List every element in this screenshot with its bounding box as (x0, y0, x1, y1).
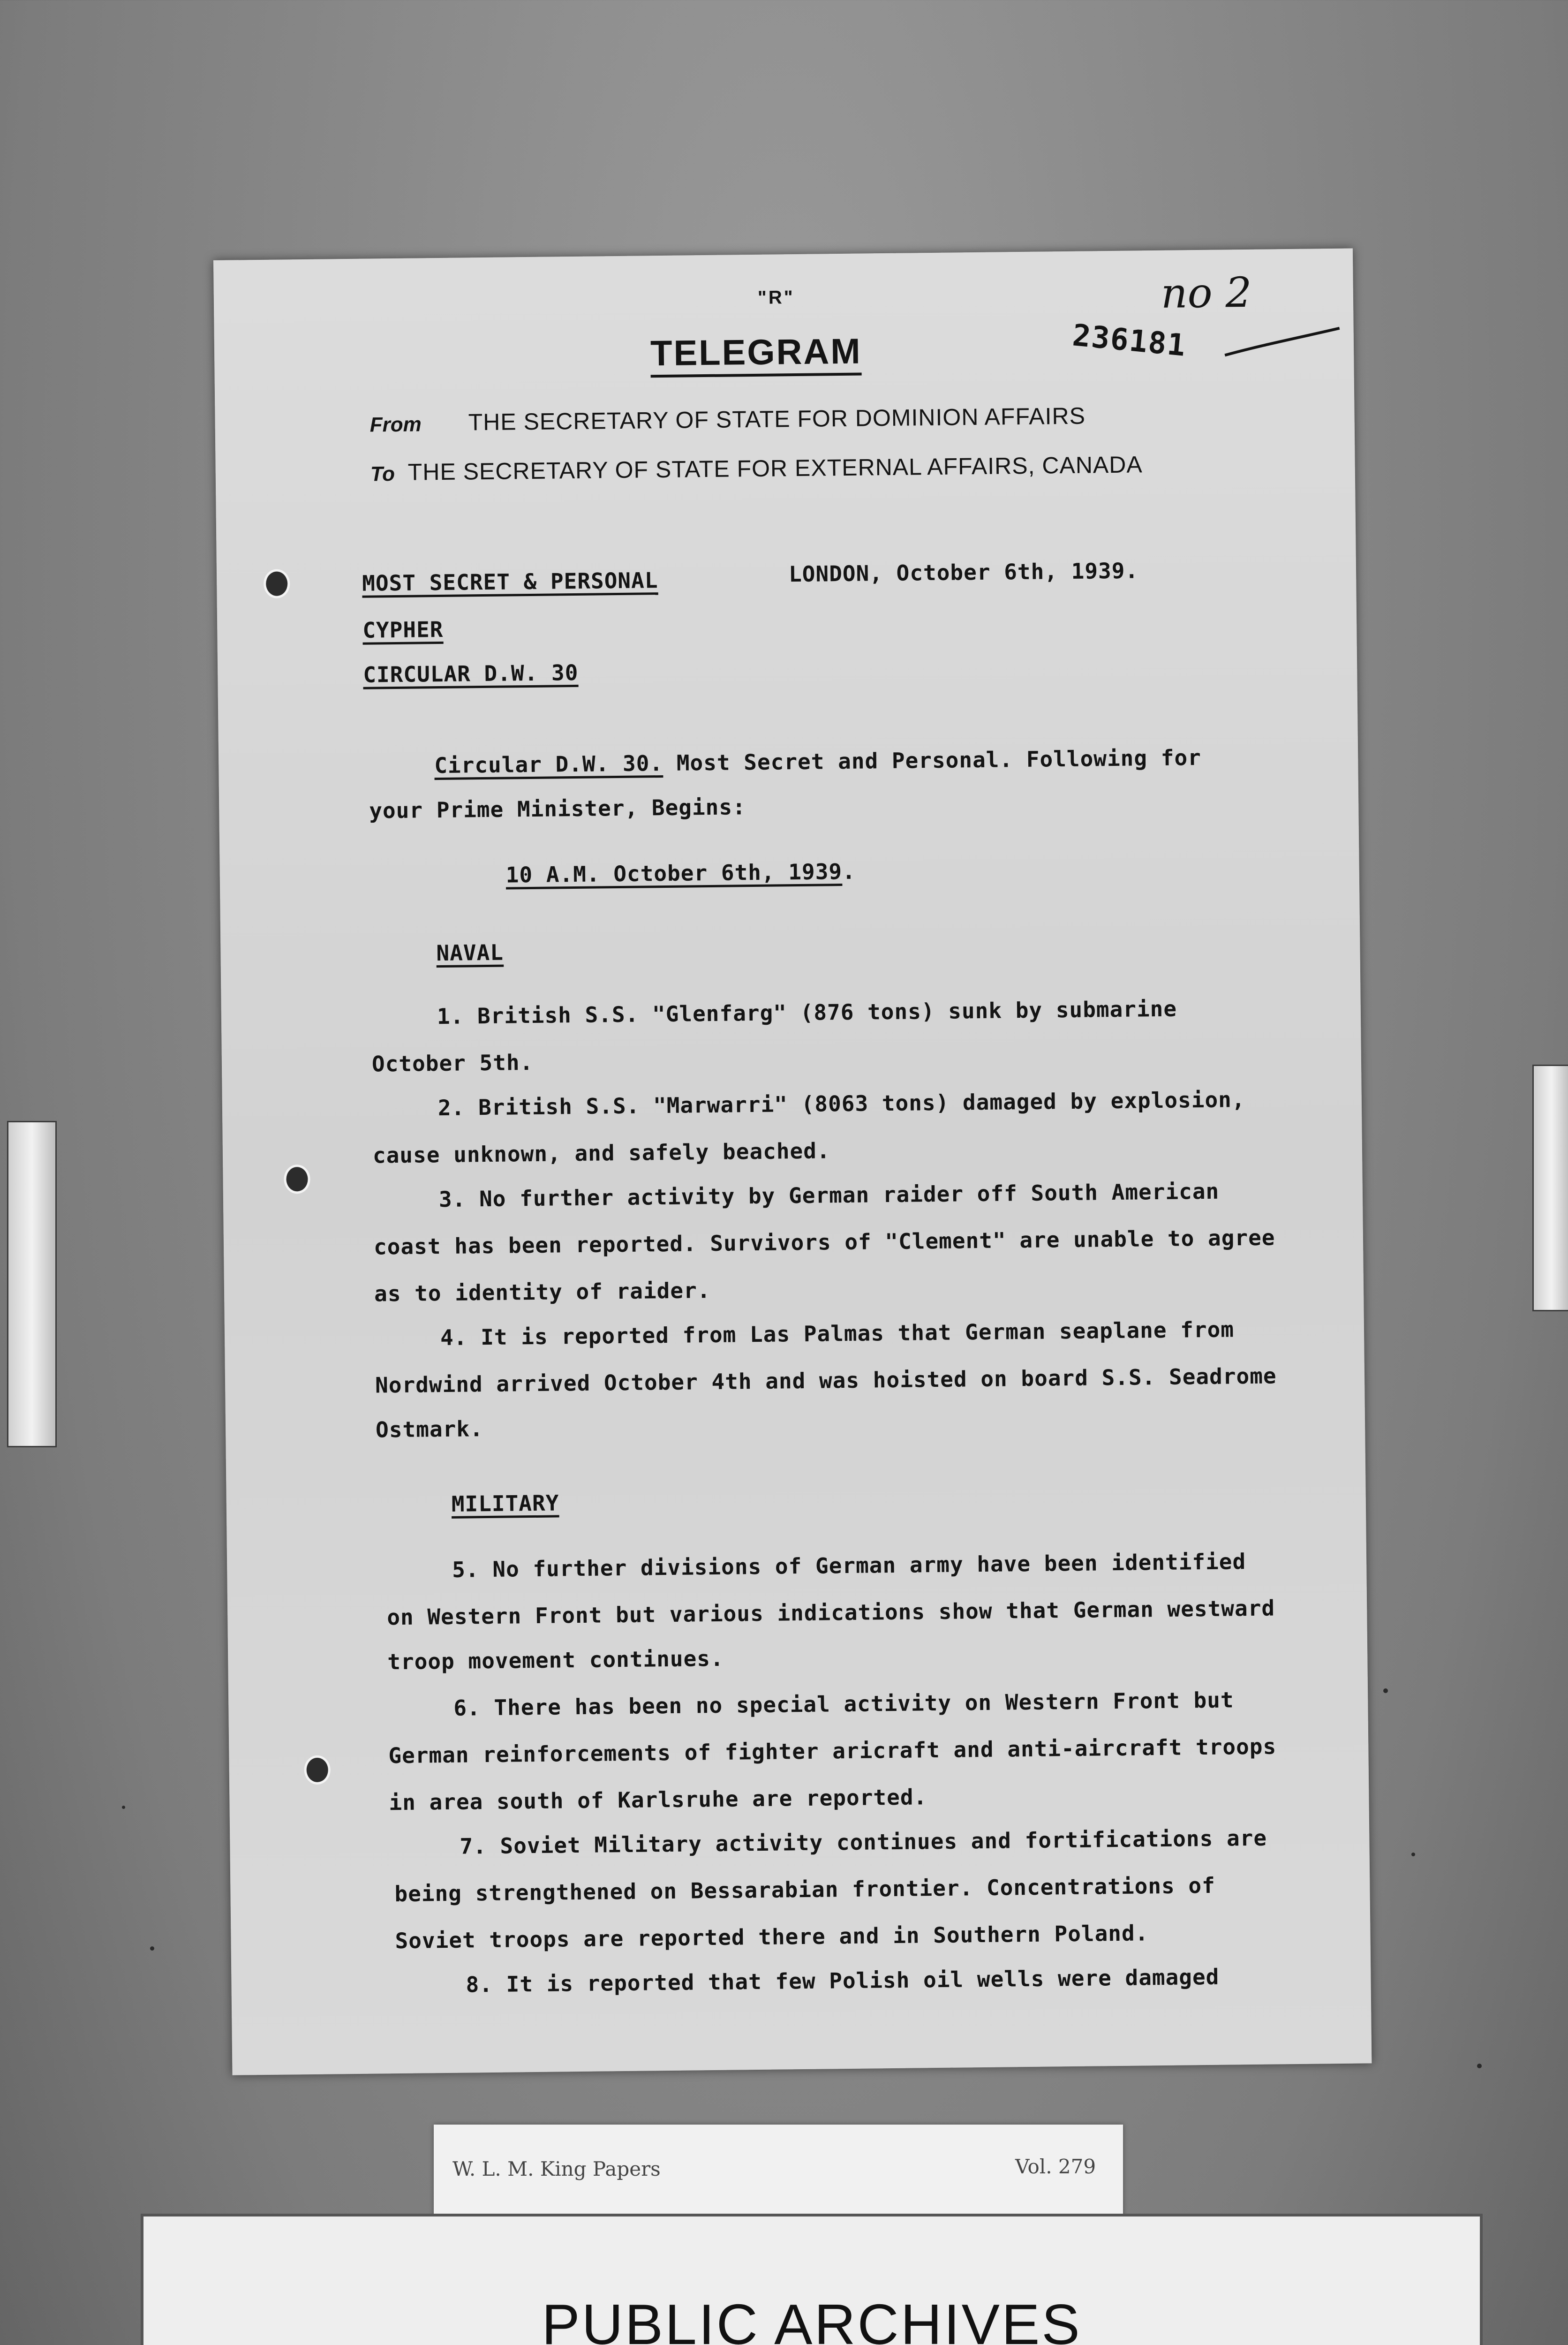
handwritten-underline (1222, 319, 1344, 363)
military-line: on Western Front but various indications show that German westward (387, 1595, 1275, 1630)
public-archives-card (141, 2214, 1483, 2345)
naval-line: as to identity of raider. (374, 1278, 711, 1307)
to-text: THE SECRETARY OF STATE FOR EXTERNAL AFFAIRS, CANADA (407, 451, 1143, 485)
method: CYPHER (362, 616, 444, 643)
military-line: German reinforcements of fighter aricraft and anti-aircraft troops (388, 1733, 1277, 1769)
naval-line: 2. British S.S. "Marwarri" (8063 tons) damaged by explosion, (437, 1087, 1245, 1121)
archives-line-en: PUBLIC ARCHIVES (542, 2292, 1082, 2345)
punch-hole (304, 1755, 331, 1785)
military-line: troop movement continues. (387, 1645, 724, 1675)
military-line: Soviet troops are reported there and in Southern Poland. (395, 1920, 1149, 1954)
military-line: 5. No further divisions of German army have been identified (452, 1549, 1246, 1582)
time-line-end: . (842, 858, 856, 885)
handwritten-note: no 2 (1161, 268, 1252, 318)
naval-line: cause unknown, and safely beached. (372, 1138, 830, 1168)
intro-line-1 (434, 745, 1201, 778)
naval-line: coast has been reported. Survivors of "Clement" are unable to agree (373, 1225, 1275, 1260)
punch-hole (284, 1165, 310, 1194)
naval-line: October 5th. (371, 1049, 534, 1077)
time-line (505, 859, 856, 888)
dust-speck (150, 1946, 154, 1951)
military-line: 6. There has been no special activity on Western Front but (453, 1687, 1234, 1721)
military-line: being strengthened on Bessarabian frontier. Concentrations of (394, 1872, 1216, 1907)
classification: MOST SECRET & PERSONAL (362, 567, 658, 596)
section-military: MILITARY (451, 1490, 559, 1517)
intro-ref: Circular D.W. 30. (434, 750, 663, 779)
dust-speck (122, 1806, 125, 1809)
section-naval: NAVAL (436, 939, 504, 966)
dust-speck (1411, 1853, 1415, 1856)
naval-line: Ostmark. (375, 1416, 483, 1443)
dust-speck (1477, 2064, 1482, 2068)
to-label: To (370, 462, 395, 486)
intro-line-2: your Prime Minister, Begins: (369, 794, 746, 824)
from-label: From (369, 413, 422, 437)
punch-hole (264, 569, 290, 598)
naval-line: 3. No further activity by German raider off South American (438, 1178, 1220, 1212)
dust-speck (1383, 1688, 1388, 1693)
collection-name: W. L. M. King Papers (452, 2157, 661, 2180)
time-line-text: 10 A.M. October 6th, 1939 (505, 859, 843, 888)
telegram-sheet (213, 249, 1372, 2075)
place-date: LONDON, October 6th, 1939. (788, 558, 1139, 587)
from-text: THE SECRETARY OF STATE FOR DOMINION AFFAIRS (468, 402, 1086, 436)
volume-number: Vol. 279 (1015, 2155, 1096, 2178)
naval-line: Nordwind arrived October 4th and was hoisted on board S.S. Seadrome (375, 1363, 1277, 1398)
intro-rest: Most Secret and Personal. Following for (663, 744, 1202, 776)
military-line: 7. Soviet Military activity continues and fortifications are (460, 1825, 1267, 1859)
left-edge-strip (7, 1121, 57, 1447)
r-mark: "R" (757, 287, 795, 308)
circular-ref: CIRCULAR D.W. 30 (362, 659, 579, 688)
military-line: in area south of Karlsruhe are reported. (389, 1784, 927, 1815)
telegram-title: TELEGRAM (650, 331, 862, 378)
archive-reference-label (434, 2125, 1123, 2218)
right-edge-strip (1532, 1065, 1568, 1311)
military-line: 8. It is reported that few Polish oil wells were damaged (466, 1964, 1220, 1997)
naval-line: 1. British S.S. "Glenfarg" (876 tons) sunk by submarine (437, 996, 1177, 1029)
stamp-number: 236181 (1070, 318, 1188, 363)
naval-line: 4. It is reported from Las Palmas that German seaplane from (440, 1316, 1235, 1351)
